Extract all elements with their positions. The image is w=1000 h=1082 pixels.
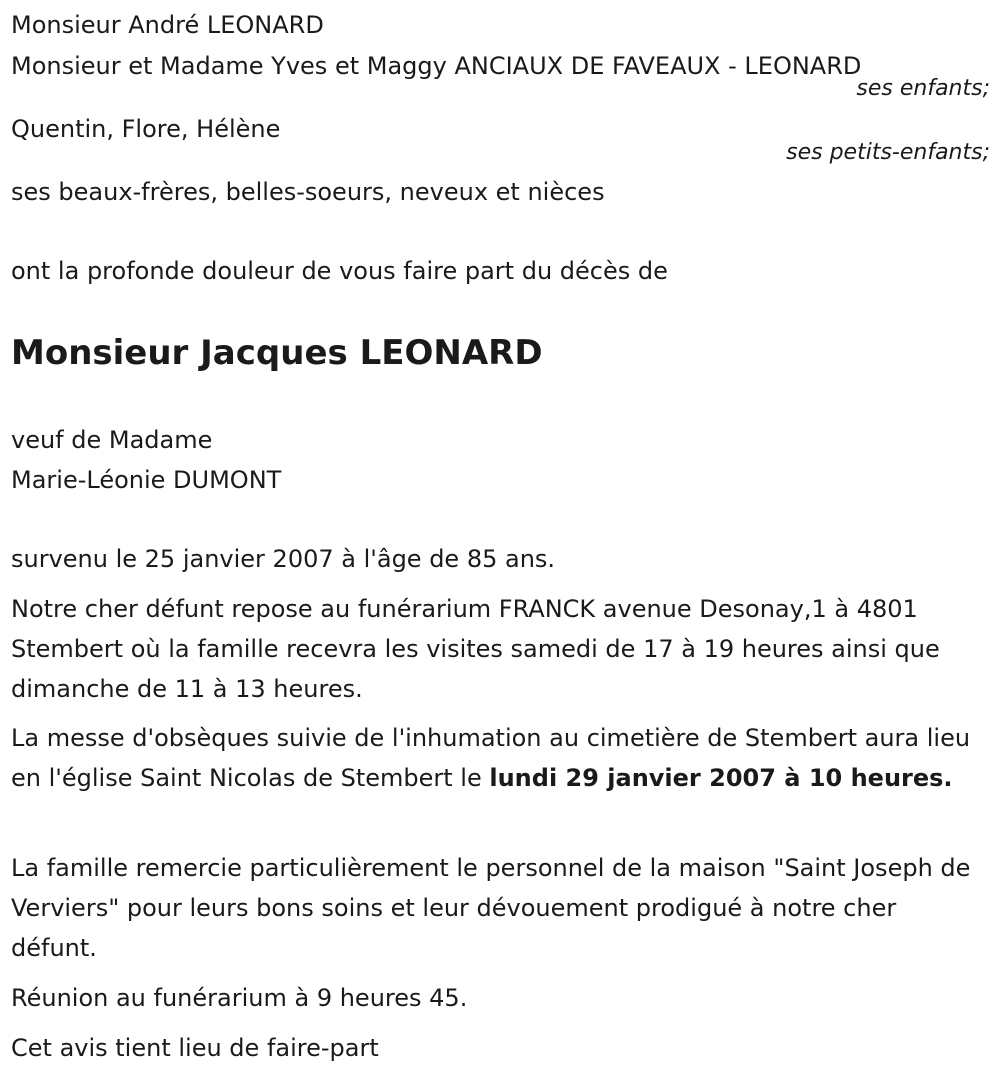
family-line-andre: Monsieur André LEONARD [11,11,324,39]
funeral-intro-text: La messe d'obsèques suivie de l'inhumation au cimetière de Stembert aura lieu en l'église Saint Nicolas de Stembert le [11,724,971,792]
meeting-line: Réunion au funérarium à 9 heures 45. [11,984,468,1012]
funeral-date: lundi 29 janvier 2007 à 10 heures. [489,764,953,792]
family-line-anciaux: Monsieur et Madame Yves et Maggy ANCIAUX DE FAVEAUX - LEONARD [11,52,862,80]
in-laws-line: ses beaux-frères, belles-soeurs, neveux et nièces [11,178,605,206]
widower-line: veuf de Madame [11,426,213,454]
funeral-paragraph [11,718,986,798]
thanks-paragraph: La famille remercie particulièrement le personnel de la maison "Saint Joseph de Verviers" pour leurs bons soins et leur dévouement prodigué à notre cher défunt. [11,854,971,962]
visitation-paragraph: Notre cher défunt repose au funérarium FRANCK avenue Desonay,1 à 4801 Stembert où la famille recevra les visites samedi de 17 à 19 heures ainsi que dimanche de 11 à 13 heures. [11,595,940,703]
grandchildren-label: ses petits-enfants; [786,140,990,165]
closing-line: Cet avis tient lieu de faire-part [11,1034,379,1062]
children-label: ses enfants; [856,76,990,101]
announcement-line: ont la profonde douleur de vous faire part du décès de [11,257,668,285]
deceased-name: Monsieur Jacques LEONARD [11,333,543,373]
death-details: survenu le 25 janvier 2007 à l'âge de 85 ans. [11,545,556,573]
spouse-name: Marie-Léonie DUMONT [11,466,282,494]
grandchildren-names: Quentin, Flore, Hélène [11,115,281,143]
